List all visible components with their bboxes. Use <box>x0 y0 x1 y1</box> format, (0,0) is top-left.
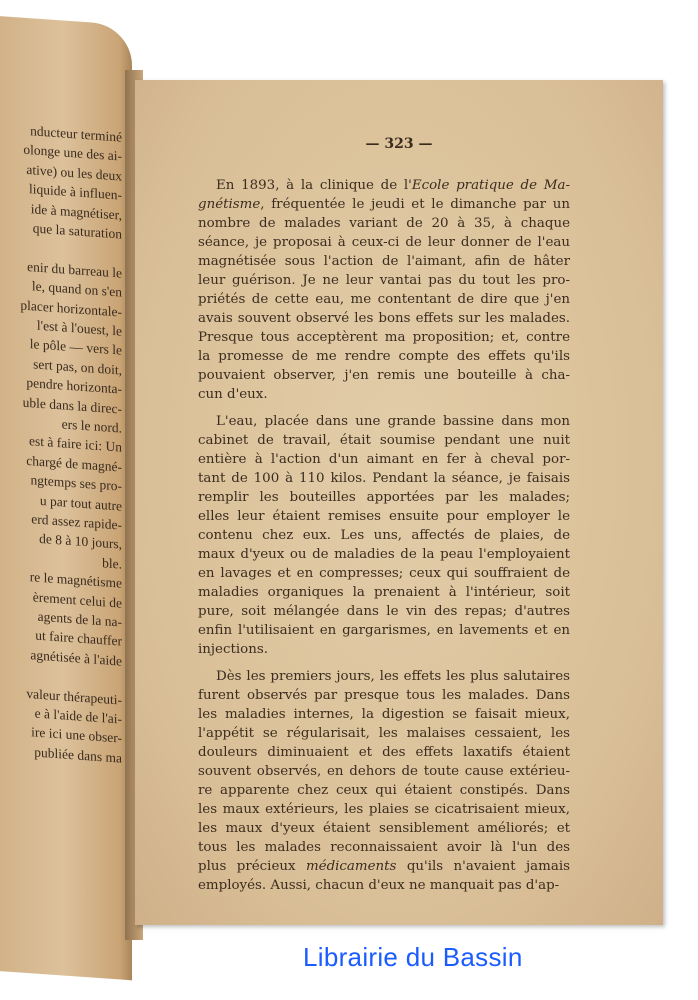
text-line: elles leur étaient remises ensuite pour employer le <box>198 509 570 524</box>
text-span: qu'ils n'avaient jamais <box>396 859 570 874</box>
text-line: entière à l'action d'un aimant en fer à cheval por- <box>198 452 570 467</box>
text-line: la promesse de me rendre compte des effets qu'ils <box>198 349 570 364</box>
text-line: leur guérison. Je ne leur vantai pas du tout les pro- <box>198 273 570 288</box>
text-line <box>198 195 570 214</box>
left-text-line: ire ici une obser- <box>31 724 122 747</box>
left-text-line: u par tout autre <box>39 492 122 514</box>
left-text-line: re le magnétisme <box>29 569 122 591</box>
left-text-line: liquide à influen- <box>29 181 122 203</box>
left-text-line: nducteur terminé <box>30 123 122 145</box>
text-line: les maux d'yeux étaient sensiblement améliorés; et <box>198 821 570 836</box>
left-text-line: ngtemps ses pro- <box>30 472 122 494</box>
text-line: re apparente chez ceux qui étaient constipés. Dans <box>198 783 570 798</box>
text-line: tous les malades reconnaissaient avoir là l'un des <box>198 840 570 855</box>
text-line: les maladies internes, la digestion se faisait mieux, <box>198 707 570 722</box>
text-line: douleurs diminuaient et des effets laxatifs étaient <box>198 745 570 760</box>
text-line: L'eau, placée dans une grande bassine dans mon <box>216 414 570 429</box>
left-text-line: valeur thérapeuti- <box>26 685 122 708</box>
text-line: Dès les premiers jours, les effets les plus salutaires <box>216 669 570 684</box>
text-line: les maux extérieurs, les plaies se cicatrisaient mieux, <box>198 802 570 817</box>
left-text-line: uble dans la direc- <box>22 394 122 417</box>
left-page <box>0 15 132 981</box>
left-text-line: sert pas, on doit, <box>33 356 122 378</box>
text-line: enfin l'utilisaient en gargarismes, en lavements et en <box>198 623 570 638</box>
text-span: plus précieux <box>198 859 306 874</box>
left-text-line: ide à magnétiser, <box>30 200 122 223</box>
text-line: priétés de cette eau, me contentant de dire que j'en <box>198 292 570 307</box>
left-text-line: ers le nord. <box>61 416 122 436</box>
text-line: en lavages et en compresses; ceux qui souffraient de <box>198 566 570 581</box>
left-text-line: agents de la na- <box>37 608 122 630</box>
text-line: injections. <box>198 642 268 657</box>
text-line: tant de 100 à 110 kilos. Pendant la séance, je faisais <box>198 471 570 486</box>
left-text-line: e à l'aide de l'ai- <box>34 705 122 727</box>
italic-title: gnétisme <box>198 197 261 212</box>
text-line: maladies organiques la prenaient à l'intérieur, soit <box>198 585 570 600</box>
text-line: remplir les bouteilles apportées par les malades; <box>198 490 570 505</box>
left-text-line: èrement celui de <box>32 588 122 611</box>
left-text-line: publiée dans ma <box>34 744 122 766</box>
text-line: séance, je proposai à ceux-ci de leur donner de l'eau <box>198 235 570 250</box>
left-text-line: ut faire chauffer <box>35 627 122 650</box>
page-number: — 323 — <box>365 136 433 152</box>
text-line: furent observés par presque tous les malades. Dans <box>198 688 570 703</box>
page-body <box>198 176 570 895</box>
left-text-line: ative) ou les deux <box>26 161 122 184</box>
text-line: cun d'eux. <box>198 387 268 402</box>
left-text-line: agnétisée à l'aide <box>30 647 122 669</box>
left-text-line: que la saturation <box>32 220 122 242</box>
italic-word: médicaments <box>305 859 397 874</box>
text-line: avais souvent observé les bons effets sur les malades. <box>198 311 570 326</box>
left-text-line: placer horizontale- <box>20 297 122 320</box>
right-page <box>135 80 663 925</box>
left-text-line: de 8 à 10 jours, <box>39 531 122 553</box>
text-line: employés. Aussi, chacun d'eux ne manquait pas d'ap- <box>198 878 560 893</box>
left-page-text <box>0 15 132 766</box>
text-line: magnétisée sous l'action de l'aimant, afin de hâter <box>198 254 570 269</box>
text-span: En 1893, à la clinique de l' <box>216 178 412 193</box>
text-line: maux d'yeux ou de maladies de la peau l'employaient <box>198 547 570 562</box>
text-line: nombre de malades variant de 20 à 35, à chaque <box>198 216 570 231</box>
left-text-line: olonge une des ai- <box>23 142 122 165</box>
text-line <box>198 176 570 195</box>
watermark: Librairie du Bassin <box>303 942 523 972</box>
left-text-line: erd assez rapide- <box>31 511 122 533</box>
text-line: pure, soit mélangée dans le vin des repas; d'autres <box>198 604 570 619</box>
left-text-line: ble. <box>102 555 122 572</box>
left-text-line: enir du barreau le <box>27 258 122 281</box>
text-line: l'appétit se régularisait, les malaises cessaient, les <box>198 726 570 741</box>
left-text-line: est à faire ici: Un <box>29 433 122 456</box>
text-span: , fréquentée le jeudi et le dimanche par un <box>260 197 570 212</box>
text-line: cabinet de travail, était soumise pendant une nuit <box>198 433 570 448</box>
left-text-line: le pôle — vers le <box>29 336 122 359</box>
left-text-line: pendre horizonta- <box>26 375 122 397</box>
text-line <box>198 857 570 876</box>
text-line: Presque tous acceptèrent ma proposition; et, contre <box>198 330 570 345</box>
text-line: souvent observés, en dehors de toute cause extérieu- <box>198 764 570 779</box>
text-line: contenu chez eux. Les uns, affectés de plaies, de <box>198 528 570 543</box>
left-text-line: l'est à l'ouest, le <box>36 317 122 339</box>
text-line: pouvaient observer, j'en remis une bouteille à cha- <box>198 368 570 383</box>
left-text-line: le, quand on s'en <box>31 278 122 300</box>
left-text-line: chargé de magné- <box>26 452 122 475</box>
italic-title: Ecole pratique de Ma- <box>411 178 570 193</box>
